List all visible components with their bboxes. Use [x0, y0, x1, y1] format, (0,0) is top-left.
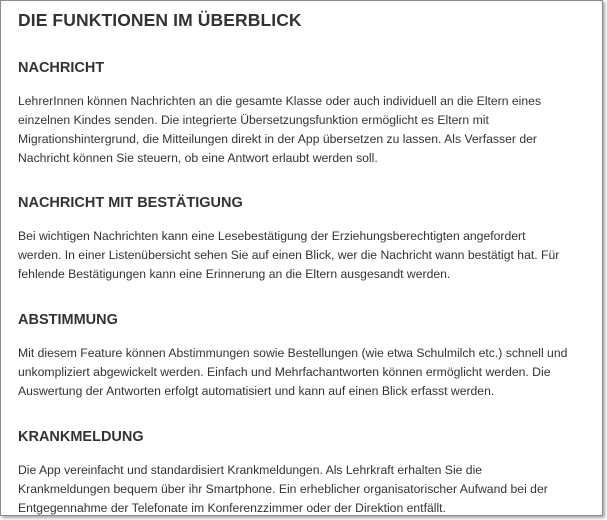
body-line: Die App vereinfacht und standardisiert Krankmeldungen. Als Lehrkraft erhalten Sie die [18, 463, 483, 477]
body-line: Mit diesem Feature können Abstimmungen sowie Bestellungen (wie etwa Schulmilch etc.) schnell und [18, 346, 568, 360]
body-line: Migrationshintergrund, die Mitteilungen direkt in der App übersetzen zu lassen. Als Verfasser der [18, 132, 537, 146]
page-title: DIE FUNKTIONEN IM ÜBERBLICK [18, 10, 302, 30]
section-nachricht-mit-bestaetigung [18, 194, 559, 284]
section-body [18, 227, 559, 284]
section-heading: KRANKMELDUNG [18, 429, 144, 445]
section-krankmeldung [18, 428, 548, 518]
section-body [18, 461, 548, 518]
section-body [18, 92, 541, 168]
body-line: fehlende Bestätigungen kann eine Erinnerung an die Eltern ausgesandt werden. [18, 267, 451, 281]
body-line: LehrerInnen können Nachrichten an die gesamte Klasse oder auch individuell an die Eltern eines [18, 94, 542, 108]
section-body [18, 344, 567, 401]
body-line: werden. In einer Listenübersicht sehen Sie auf einen Blick, wer die Nachricht wann bestätigt hat. Für [18, 248, 560, 262]
section-abstimmung [18, 311, 567, 401]
section-nachricht [18, 59, 541, 168]
section-heading: ABSTIMMUNG [18, 312, 118, 328]
body-line: Nachricht können Sie steuern, ob eine Antwort erlaubt werden soll. [18, 151, 378, 165]
body-line: Entgegennahme der Telefonate im Konferenzzimmer oder der Direktion entfällt. [18, 501, 446, 515]
section-heading: NACHRICHT [18, 60, 105, 76]
document-content [18, 9, 600, 515]
body-line: Krankmeldungen bequem über ihr Smartphone. Ein erheblicher organisatorischer Aufwand bei der [18, 482, 548, 496]
body-line: Auswertung der Antworten erfolgt automatisiert und kann auf einen Blick erfasst werden. [18, 384, 495, 398]
section-heading: NACHRICHT MIT BESTÄTIGUNG [18, 195, 243, 211]
body-line: unkompliziert abgewickelt werden. Einfach und Mehrfachantworten können ermöglicht werden. Die [18, 365, 551, 379]
body-line: einzelnen Kindes senden. Die integrierte Übersetzungsfunktion ermöglicht es Eltern mit [18, 113, 489, 127]
body-line: Bei wichtigen Nachrichten kann eine Lesebestätigung der Erziehungsberechtigten angefordert [18, 229, 526, 243]
